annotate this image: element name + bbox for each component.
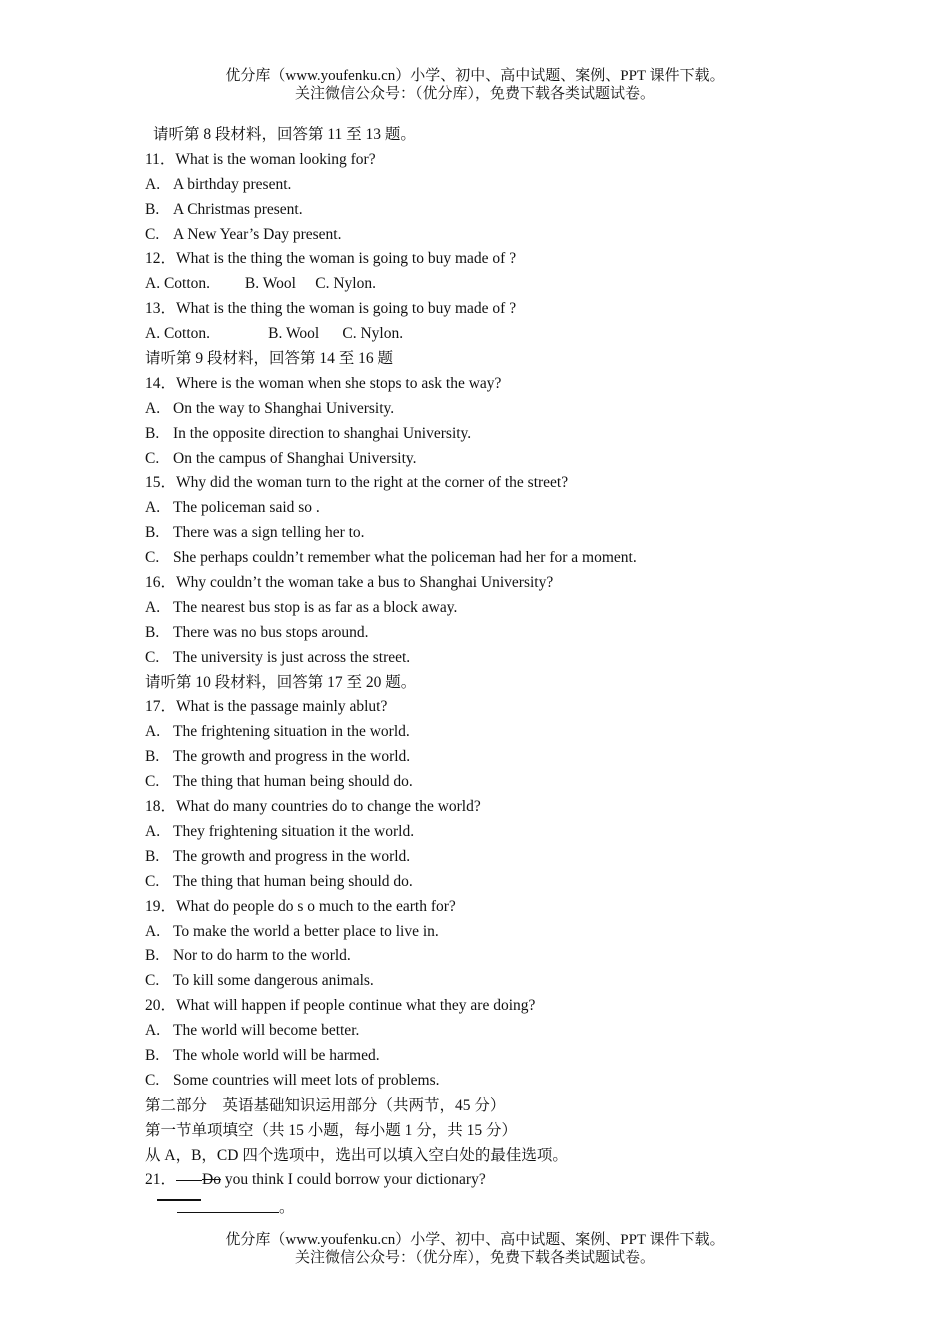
option-letter: B. [145, 623, 160, 641]
part2-instruction: 从 A，B，CD 四个选项中，选出可以填入空白处的最佳选项。 [145, 1146, 568, 1164]
q13-options: A. Cotton. B. Wool C. Nylon. [145, 325, 404, 343]
option-letter: C. [145, 773, 160, 791]
q16-stem: 16．Why couldn’t the woman take a bus to Shanghai University? [145, 574, 554, 592]
q18-stem: 18．What do many countries do to change the world? [145, 798, 481, 816]
q21-answer-end: 。 [279, 1199, 295, 1216]
option-text: The growth and progress in the world. [173, 847, 411, 865]
q20-stem: 20．What will happen if people continue what they are doing? [145, 997, 536, 1015]
option-letter: A. [145, 1022, 161, 1040]
q15-option-b [145, 521, 865, 546]
option-text: The nearest bus stop is as far as a block away. [173, 598, 458, 616]
footer-line-2: 关注微信公众号：（优分库），免费下载各类试题试卷。 [294, 1250, 655, 1266]
option-text: They frightening situation it the world. [173, 822, 415, 840]
option-letter: A. [145, 399, 161, 417]
option-letter: C. [145, 972, 160, 990]
option-letter: A. [145, 922, 161, 940]
option-letter: B. [145, 847, 160, 865]
option-letter: C. [145, 549, 160, 567]
option-letter: C. [145, 225, 160, 243]
q18-option-c [145, 870, 865, 895]
q14-option-b [145, 422, 865, 447]
header-line-2: 关注微信公众号：（优分库），免费下载各类试题试卷。 [294, 86, 655, 102]
q14-option-c [145, 447, 865, 472]
option-text: Some countries will meet lots of problems. [173, 1071, 440, 1089]
option-letter: A. [145, 822, 161, 840]
q17-option-b [145, 745, 865, 770]
option-text: The growth and progress in the world. [173, 748, 411, 766]
q20-option-a [145, 1019, 865, 1044]
q14-option-a [145, 397, 865, 422]
q21-blank-dash [176, 1180, 202, 1181]
footer-line-1: 优分库（www.youfenku.cn）小学、初中、高中试题、案例、PPT 课件下载。 [225, 1232, 725, 1248]
option-letter: B. [145, 424, 160, 442]
page-footer [0, 1231, 950, 1267]
option-text: The whole world will be harmed. [173, 1046, 380, 1064]
q16-option-a [145, 596, 865, 621]
option-letter: B. [145, 200, 160, 218]
q21-stem [145, 1168, 865, 1193]
option-text: A Christmas present. [173, 200, 303, 218]
q11-option-a [145, 173, 865, 198]
option-letter: A. [145, 723, 161, 741]
option-text: There was no bus stops around. [173, 623, 369, 641]
q16-option-c [145, 646, 865, 671]
section8-intro: 请听第 8 段材料，回答第 11 至 13 题。 [153, 126, 416, 143]
q19-option-c [145, 969, 865, 994]
q16-option-b [145, 621, 865, 646]
option-letter: A. [145, 499, 161, 517]
option-letter: B. [145, 947, 160, 965]
option-text: A birthday present. [173, 175, 292, 193]
q19-option-b [145, 944, 865, 969]
option-text: The thing that human being should do. [173, 872, 413, 890]
q15-stem: 15．Why did the woman turn to the right at the corner of the street? [145, 474, 569, 492]
q21-number: 21． [145, 1171, 177, 1189]
q12-options: A. Cotton. B. Wool C. Nylon. [145, 275, 376, 293]
q15-option-a [145, 496, 865, 521]
option-letter: C. [145, 1071, 160, 1089]
option-text: To make the world a better place to live in. [173, 922, 439, 940]
option-text: The thing that human being should do. [173, 773, 413, 791]
q18-option-a [145, 820, 865, 845]
option-letter: B. [145, 748, 160, 766]
q21-rest: you think I could borrow your dictionary? [220, 1171, 486, 1189]
q20-option-b [145, 1044, 865, 1069]
q17-option-a [145, 720, 865, 745]
option-letter: B. [145, 524, 160, 542]
q15-option-c [145, 546, 865, 571]
q19-option-a [145, 920, 865, 945]
q17-option-c [145, 770, 865, 795]
q11-option-c [145, 223, 865, 248]
q21-struck-word: Do [202, 1171, 221, 1189]
option-letter: C. [145, 872, 160, 890]
q20-option-c [145, 1069, 865, 1094]
option-text: To kill some dangerous animals. [173, 972, 374, 990]
q11-option-b [145, 198, 865, 223]
part2-title: 第二部分 英语基础知识运用部分（共两节，45 分） [145, 1096, 506, 1114]
exam-body [145, 123, 865, 1193]
q21-answer-underline [177, 1198, 279, 1213]
option-text: There was a sign telling her to. [173, 524, 365, 542]
option-text: The world will become better. [173, 1022, 360, 1040]
q11-stem: 11．What is the woman looking for? [145, 150, 376, 168]
option-letter: C. [145, 648, 160, 666]
part2-section1: 第一节单项填空（共 15 小题，每小题 1 分，共 15 分） [145, 1121, 518, 1139]
q21-answer-blank [177, 1198, 295, 1218]
option-letter: A. [145, 598, 161, 616]
option-letter: A. [145, 175, 161, 193]
q19-stem: 19．What do people do s o much to the earth for? [145, 897, 456, 915]
section9-intro: 请听第 9 段材料，回答第 14 至 16 题 [145, 350, 394, 368]
header-line-1: 优分库（www.youfenku.cn）小学、初中、高中试题、案例、PPT 课件下载。 [225, 68, 725, 84]
q12-stem: 12．What is the thing the woman is going to buy made of ? [145, 250, 517, 268]
option-letter: B. [145, 1046, 160, 1064]
option-text: The university is just across the street. [173, 648, 411, 666]
q14-stem: 14．Where is the woman when she stops to ask the way? [145, 374, 502, 392]
section10-intro: 请听第 10 段材料，回答第 17 至 20 题。 [145, 673, 417, 691]
option-text: The frightening situation in the world. [173, 723, 410, 741]
option-text: On the way to Shanghai University. [173, 399, 395, 417]
option-text: Nor to do harm to the world. [173, 947, 351, 965]
option-text: In the opposite direction to shanghai University. [173, 424, 472, 442]
option-text: On the campus of Shanghai University. [173, 449, 417, 467]
option-text: She perhaps couldn’t remember what the policeman had her for a moment. [173, 549, 637, 567]
q17-stem: 17．What is the passage mainly ablut? [145, 698, 388, 716]
option-text: A New Year’s Day present. [173, 225, 342, 243]
q18-option-b [145, 845, 865, 870]
option-text: The policeman said so . [173, 499, 320, 517]
page-header [0, 67, 950, 103]
q13-stem: 13．What is the thing the woman is going to buy made of ? [145, 300, 517, 318]
option-letter: C. [145, 449, 160, 467]
